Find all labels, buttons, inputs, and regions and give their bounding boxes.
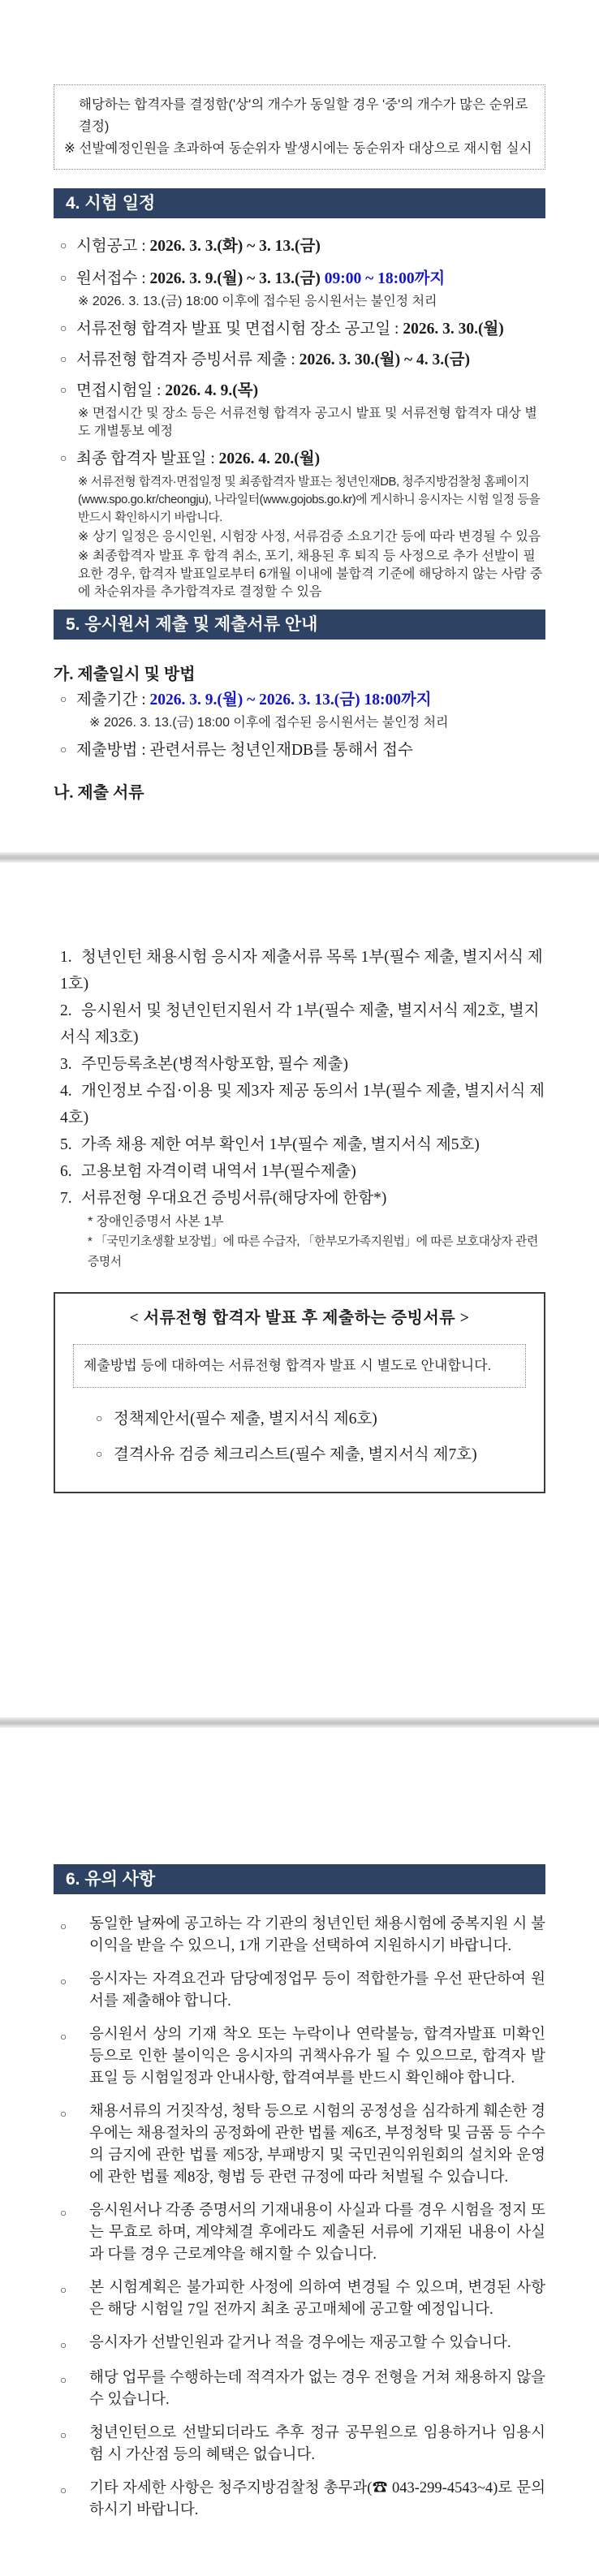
circle-bullet-icon: ○ xyxy=(60,2484,67,2496)
caution-item xyxy=(54,2277,545,2321)
caution-text: 채용서류의 거짓작성, 청탁 등으로 시험의 공정성을 심각하게 훼손한 경우에는 채용절차의 공정화에 관한 법률 제6조, 부정청탁 및 금품 등 수수의 금지에 관한 법률 제5장, 부패방지 및 국민권익위원회의 설치와 운영에 관한 법률 제8장, 형법 등 관련 규정에 따라 처벌될 수 있습니다. xyxy=(89,2104,546,2186)
caution-text: 기타 자세한 사항은 청주지방검찰청 총무과(☎ 043-299-4543~4)로 문의하시기 바랍니다. xyxy=(89,2480,545,2518)
section-4-header: 4. 시험 일정 xyxy=(54,188,545,218)
caution-item xyxy=(54,1914,545,1958)
circle-bullet-icon: ○ xyxy=(60,744,67,756)
schedule-dates: 2026. 3. 3.(화) ~ 3. 13.(금) xyxy=(149,238,321,255)
evidence-box-notice: 제출방법 등에 대하여는 서류전형 합격자 발표 시 별도로 안내합니다. xyxy=(73,1344,526,1388)
additional-selection-note: ※ 최종합격자 발표 후 합격 취소, 포기, 채용된 후 퇴직 등 사정으로 추가 선발이 필요한 경우, 합격자 발표일로부터 6개월 이내에 불합격 기준에 해당하지 않는 사람 중에 차순위자를 추가합격자로 결정할 수 있음 xyxy=(78,549,543,599)
submission-deadline-note: ※ 2026. 3. 13.(금) 18:00 이후에 접수된 응시원서는 불인정 처리 xyxy=(89,716,449,730)
document-page-3 xyxy=(0,1728,599,2576)
section-6-header: 6. 유의 사항 xyxy=(54,1864,545,1894)
submission-period xyxy=(60,688,545,713)
caution-item-contact xyxy=(54,2478,545,2522)
tie-break-note-box xyxy=(54,84,545,170)
document-page-1 xyxy=(0,0,599,852)
subsection-b-heading: 나. 제출 서류 xyxy=(54,784,144,802)
document-text: 고용보험 자격이력 내역서 1부(필수제출) xyxy=(81,1163,356,1180)
page-2-content xyxy=(54,944,545,1493)
caution-item xyxy=(54,2333,545,2356)
circle-bullet-icon: ○ xyxy=(60,2031,67,2043)
evidence-box-title: < 서류전형 합격자 발표 후 제출하는 증빙서류 > xyxy=(129,1309,470,1327)
document-list-item xyxy=(60,1078,545,1131)
schedule-dates: 2026. 3. 9.(월) ~ 3. 13.(금) xyxy=(149,270,321,287)
evidence-item-text: 결격사유 검증 체크리스트(필수 제출, 별지서식 제7호) xyxy=(114,1446,477,1463)
page-separator xyxy=(0,1717,599,1728)
circle-bullet-icon: ○ xyxy=(60,1975,67,1988)
tie-break-note-line2: ※ 선발예정인원을 초과하여 동순위자 발생시에는 동순위자 대상으로 재시험 실시 xyxy=(64,141,532,156)
document-page-2 xyxy=(0,863,599,1717)
submission-method-text: 관련서류는 청년인재DB를 통해서 접수 xyxy=(149,742,413,759)
schedule-item-announcement xyxy=(54,235,545,259)
circle-bullet-icon: ○ xyxy=(60,240,67,252)
caution-item xyxy=(54,2423,545,2466)
circle-bullet-icon: ○ xyxy=(60,2108,67,2120)
document-text: 개인정보 수집·이용 및 제3자 제공 동의서 1부(필수 제출, 별지서식 제4호) xyxy=(60,1083,545,1126)
schedule-item-screening-result xyxy=(54,317,545,342)
application-deadline-note: ※ 2026. 3. 13.(금) 18:00 이후에 접수된 응시원서는 불인정 처리 xyxy=(78,295,437,308)
caution-text: 청년인턴으로 선발되더라도 추후 정규 공무원으로 임용하거나 임용시험 시 가산점 등의 혜택은 없습니다. xyxy=(89,2425,545,2463)
circle-bullet-icon: ○ xyxy=(60,2339,67,2351)
preference-proof-disability: * 장애인증명서 사본 1부 xyxy=(88,1215,224,1229)
circle-bullet-icon: ○ xyxy=(60,273,67,285)
circle-bullet-icon: ○ xyxy=(60,2207,67,2219)
schedule-item-evidence-submission xyxy=(54,348,545,373)
subsection-a-heading: 가. 제출일시 및 방법 xyxy=(54,666,196,683)
schedule-time-highlight: 09:00 ~ 18:00까지 xyxy=(320,270,446,287)
page-separator xyxy=(0,852,599,863)
caution-text: 응시자가 선발인원과 같거나 적을 경우에는 재공고할 수 있습니다. xyxy=(89,2335,511,2351)
circle-bullet-icon: ○ xyxy=(60,2429,67,2441)
evidence-item-policy-proposal xyxy=(96,1407,526,1432)
caution-item xyxy=(54,2101,545,2189)
document-number: 5. xyxy=(60,1136,72,1153)
submission-period-label: 제출기간 : xyxy=(76,691,150,709)
schedule-item-interview xyxy=(54,379,545,403)
document-list-item xyxy=(60,1051,545,1078)
document-number: 1. xyxy=(60,949,72,966)
circle-bullet-icon: ○ xyxy=(60,385,67,397)
caution-text: 응시자는 자격요건과 담당예정업무 등이 적합한가를 우선 판단하여 원서를 제출해야 합니다. xyxy=(89,1971,545,2010)
circle-bullet-icon: ○ xyxy=(60,323,67,335)
circle-bullet-icon: ○ xyxy=(60,694,67,706)
evidence-item-text: 정책제안서(필수 제출, 별지서식 제6호) xyxy=(114,1411,377,1428)
document-number: 4. xyxy=(60,1083,72,1100)
caution-text: 본 시험계획은 불가피한 사정에 의하여 변경될 수 있으며, 변경된 사항은 해당 시험일 7일 전까지 최초 공고매체에 공고할 예정입니다. xyxy=(89,2280,546,2318)
section-5-header: 5. 응시원서 제출 및 제출서류 안내 xyxy=(54,610,545,640)
schedule-dates: 2026. 4. 20.(월) xyxy=(218,450,321,467)
document-number: 3. xyxy=(60,1056,72,1073)
caution-item xyxy=(54,2200,545,2266)
circle-bullet-icon: ○ xyxy=(60,453,67,465)
schedule-dates: 2026. 4. 9.(목) xyxy=(165,382,259,399)
caution-text: 해당 업무를 수행하는데 적격자가 없는 경우 전형을 거쳐 채용하지 않을 수 있습니다. xyxy=(89,2370,545,2408)
page-1-content xyxy=(54,84,545,805)
caution-item xyxy=(54,2024,545,2090)
document-number: 6. xyxy=(60,1163,72,1180)
schedule-item-final-result xyxy=(54,447,545,472)
circle-bullet-icon: ○ xyxy=(60,2284,67,2296)
document-number: 7. xyxy=(60,1190,72,1207)
document-list-item xyxy=(60,944,545,997)
submission-period-dates: 2026. 3. 9.(월) ~ 2026. 3. 13.(금) 18:00까지 xyxy=(149,691,432,709)
caution-item xyxy=(54,2367,545,2411)
schedule-label: 시험공고 : xyxy=(76,238,150,255)
submission-method-label: 제출방법 : xyxy=(76,742,150,759)
document-text: 서류전형 우대요건 증빙서류(해당자에 한함*) xyxy=(81,1190,387,1207)
circle-bullet-icon: ○ xyxy=(60,354,67,366)
circle-bullet-icon: ○ xyxy=(60,1920,67,1932)
schedule-label: 최종 합격자 발표일 : xyxy=(76,450,219,467)
schedule-item-application xyxy=(54,267,545,291)
document-text: 청년인턴 채용시험 응시자 제출서류 목록 1부(필수 제출, 별지서식 제1호) xyxy=(60,949,543,993)
evidence-item-checklist xyxy=(96,1443,526,1467)
document-number: 2. xyxy=(60,1002,72,1019)
post-screening-evidence-box xyxy=(54,1292,545,1493)
result-websites-note: ※ 서류전형 합격자·면접일정 및 최종합격자 발표는 청년인재DB, 청주지방검찰청 홈페이지(www.spo.go.kr/cheongju), 나라일터(www.gojobs.go.kr)에 게시하니 응시자는 시험 일정 등을 반드시 확인하시기 바랍니다. xyxy=(78,476,541,524)
schedule-label: 면접시험일 : xyxy=(76,382,166,399)
schedule-label: 서류전형 합격자 발표 및 면접시험 장소 공고일 : xyxy=(76,321,403,338)
document-text: 주민등록초본(병적사항포함, 필수 제출) xyxy=(81,1056,349,1073)
schedule-label: 서류전형 합격자 증빙서류 제출 : xyxy=(76,351,300,368)
interview-note: ※ 면접시간 및 장소 등은 서류전형 합격자 공고시 발표 및 서류전형 합격자 대상 별도 개별통보 예정 xyxy=(78,407,537,438)
document-text: 가족 채용 제한 여부 확인서 1부(필수 제출, 별지서식 제5호) xyxy=(81,1136,480,1153)
circle-bullet-icon: ○ xyxy=(96,1449,103,1461)
preference-proof-welfare: * 「국민기초생활 보장법」에 따른 수급자, 「한부모가족지원법」에 따른 보호대상자 관련 증명서 xyxy=(88,1235,538,1269)
schedule-dates: 2026. 3. 30.(월) ~ 4. 3.(금) xyxy=(299,351,470,368)
tie-break-note-line1: 해당하는 합격자를 결정함('상'의 개수가 동일할 경우 '중'의 개수가 많은 순위로 결정) xyxy=(79,97,528,134)
schedule-change-note: ※ 상기 일정은 응시인원, 시험장 사정, 서류검증 소요기간 등에 따라 변경될 수 있음 xyxy=(78,530,541,544)
page-3-content xyxy=(54,1864,545,2522)
circle-bullet-icon: ○ xyxy=(96,1413,103,1425)
document-text: 응시원서 및 청년인턴지원서 각 1부(필수 제출, 별지서식 제2호, 별지서식 제3호) xyxy=(60,1002,540,1046)
circle-bullet-icon: ○ xyxy=(60,2374,67,2386)
caution-item xyxy=(54,1969,545,2013)
document-list-item xyxy=(60,1131,545,1158)
submission-method xyxy=(60,739,545,763)
document-list-item xyxy=(60,1158,545,1185)
document-list-item xyxy=(60,1185,545,1212)
document-list-item xyxy=(60,997,545,1051)
caution-text: 응시원서 상의 기재 착오 또는 누락이나 연락불능, 합격자발표 미확인 등으로 인한 불이익은 응시자의 귀책사유가 될 수 있으므로, 합격자 발표일 등 시험일정과 안내사항, 합격여부를 반드시 확인해야 합니다. xyxy=(89,2027,546,2087)
required-documents-list xyxy=(54,944,545,1273)
schedule-label: 원서접수 : xyxy=(76,270,150,287)
caution-text: 동일한 날짜에 공고하는 각 기관의 청년인턴 채용시험에 중복지원 시 불이익을 받을 수 있으니, 1개 기관을 선택하여 지원하시기 바랍니다. xyxy=(89,1916,545,1954)
caution-text: 응시원서나 각종 증명서의 기재내용이 사실과 다를 경우 시험을 정지 또는 무효로 하며, 계약체결 후에라도 제출된 서류에 기재된 내용이 사실과 다를 경우 근로계약을 해지할 수 있습니다. xyxy=(89,2203,546,2263)
schedule-dates: 2026. 3. 30.(월) xyxy=(403,321,504,338)
